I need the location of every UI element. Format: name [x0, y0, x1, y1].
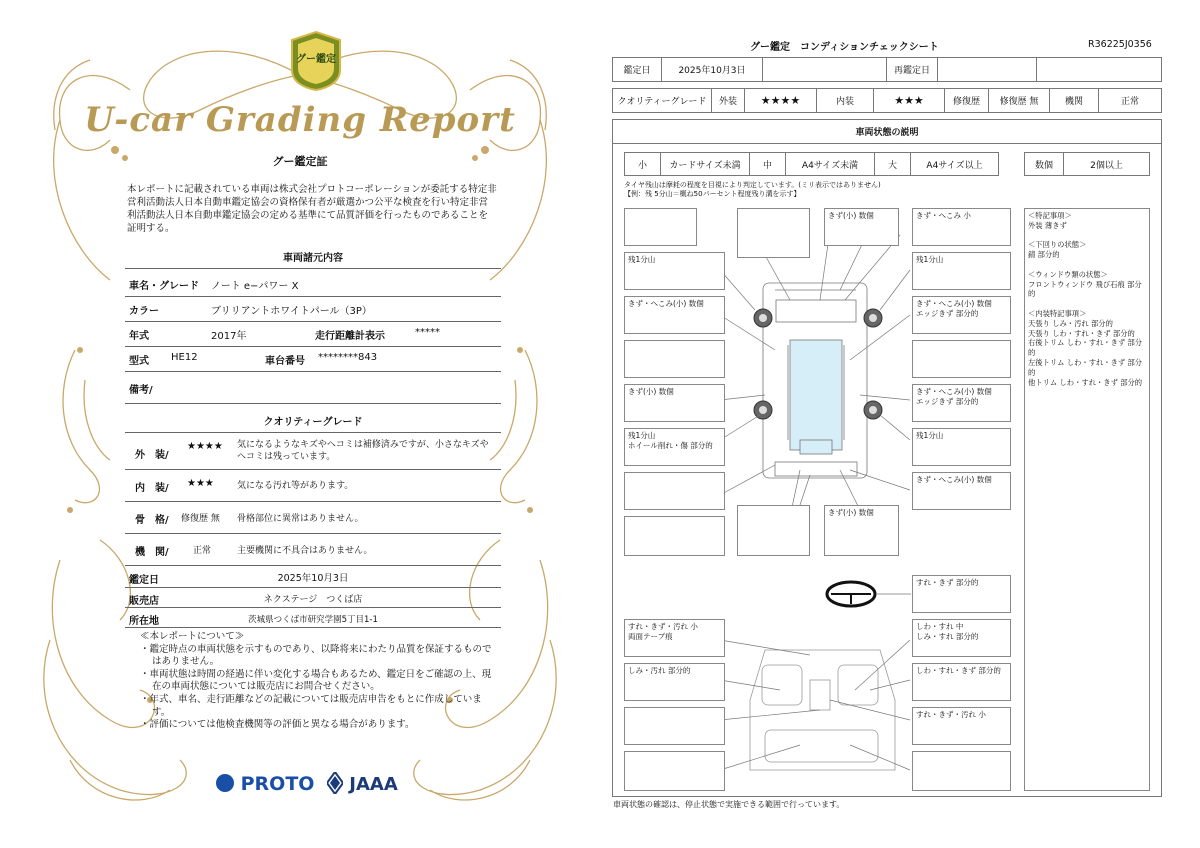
spec-heading: 車両諸元内容 [283, 253, 343, 264]
special-notes-list [1028, 211, 1146, 387]
notes-heading: ≪本レポートについて≫ [140, 631, 245, 642]
special-note-line: 右後トリム しわ・すれ・きず 部分的 [1028, 338, 1143, 358]
row-color [125, 297, 501, 322]
ext-note-front-right: きず・へこみ 小 [916, 211, 971, 220]
row-address [125, 608, 501, 628]
legend-large: 大 [874, 152, 911, 176]
ext-note-l1: 残1分山 [628, 255, 656, 264]
label-frame: 骨 格/ [135, 515, 169, 526]
value-int-stars: ★★★ [873, 88, 945, 113]
value-color: ブリリアントホワイトパール（3P） [211, 306, 372, 317]
value-engine: 正常 [1098, 88, 1162, 113]
label-repair: 修復歴 [944, 88, 989, 113]
int-box-r1 [912, 619, 1011, 657]
value-date: 2025年10月3日 [277, 573, 349, 584]
int-note-r3: すれ・きず・汚れ 小 [916, 710, 986, 719]
int-note-r1b: しみ・すれ 部分的 [916, 632, 979, 641]
label-interior: 内 装/ [135, 483, 169, 494]
ext-note-r5: 残1分山 [916, 431, 944, 440]
logo-text: グー鑑定 [296, 54, 336, 65]
value-mileage: ***** [415, 327, 440, 338]
value-repair: 修復歴 無 [988, 88, 1050, 113]
interior-note: 気になる汚れ等があります。 [237, 481, 354, 491]
label-sheet-date: 鑑定日 [612, 57, 662, 82]
int-box-l1 [624, 619, 725, 657]
engine-value: 正常 [193, 546, 212, 556]
row-remarks [125, 372, 501, 404]
row-shop [125, 588, 501, 608]
label-date: 鑑定日 [129, 575, 159, 586]
value-model: HE12 [171, 352, 198, 363]
frame-value: 修復歴 無 [181, 514, 220, 524]
int-note-l1: すれ・きず・汚れ 小 [628, 622, 698, 631]
label-quality: クオリティーグレード [612, 88, 712, 113]
label-address: 所在地 [129, 616, 159, 627]
legend-large-desc: A4サイズ以上 [910, 152, 999, 176]
special-note-line: ＜下回りの状態＞ [1028, 240, 1087, 250]
tire-note-1: タイヤ残山は摩耗の程度を目視により判定しています。(ミリ表示ではありません) [624, 181, 881, 189]
label-model: 型式 [129, 356, 149, 367]
row-year [125, 322, 501, 347]
special-note-line: 左後トリム しわ・すれ・きず 部分的 [1028, 357, 1143, 377]
ext-note-l4: きず(小) 数個 [628, 387, 674, 396]
legend-small-desc: カードサイズ未満 [660, 152, 750, 176]
certificate-subtitle: グー鑑定証 [272, 155, 328, 168]
int-box-l2 [624, 663, 725, 701]
label-year: 年式 [129, 331, 149, 342]
special-note-line: 天張り しわ・すれ・きず 部分的 [1028, 328, 1135, 338]
row-exterior [125, 434, 501, 470]
note-item: ・評価については他検査機関等の評価と異なる場合があります。 [140, 719, 415, 731]
int-note-l2: しみ・汚れ 部分的 [628, 666, 691, 675]
special-note-line [1028, 299, 1146, 309]
exterior-note: 気になるようなキズやヘコミは補修済みですが、小さなキズやヘコミは残っています。 [237, 440, 489, 462]
special-note-line: ＜特記事項＞ [1028, 211, 1072, 220]
legend-mid-desc: A4サイズ未満 [785, 152, 875, 176]
special-note-line: ＜内装特記事項＞ [1028, 308, 1087, 318]
ext-note-r2: きず・へこみ(小) 数個 [916, 299, 992, 308]
row-date [125, 566, 501, 588]
note-item: ・車両状態は時間の経過に伴い変化する場合もあるため、鑑定日をご確認の上、現在の車両状態については販売店にお問合せください。 [140, 668, 492, 693]
label-exterior: 外 装/ [135, 450, 169, 461]
value-car-name: ノート e−パワー X [211, 281, 299, 292]
value-sheet-date: 2025年10月3日 [661, 57, 763, 82]
int-note-l1b: 両面テープ痕 [628, 632, 673, 641]
int-box-r3 [912, 707, 1011, 745]
special-note-line: 天張り しみ・汚れ 部分的 [1028, 318, 1113, 328]
proto-logo-text: PROTO [240, 773, 315, 795]
interior-stars: ★★★ [187, 478, 214, 489]
ext-note-front-center: きず(小) 数個 [828, 211, 874, 220]
ext-note-r1: 残1分山 [916, 255, 944, 264]
goo-kantei-logo [288, 30, 344, 92]
int-box-steer [912, 575, 1011, 613]
int-note-r1: しわ・すれ 中 [916, 622, 964, 631]
jaaa-logo-text: JAAA [349, 774, 398, 795]
value-chassis: ********843 [318, 352, 378, 363]
tire-note-2: 【例：残 5分山＝概ね50パーセント程度残り溝を示す】 [624, 190, 801, 198]
special-note-line: 錆 部分的 [1028, 250, 1060, 260]
special-note-line: 外装 薄きず [1028, 220, 1067, 230]
special-notes-panel [1024, 208, 1150, 791]
note-item: ・鑑定時点の車両状態を示すものであり、以降将来にわたり品質を保証するものではありません。 [140, 643, 492, 668]
jaaa-diamond-icon [327, 772, 343, 794]
special-note-line [1028, 231, 1146, 241]
int-box-l3 [624, 707, 725, 745]
ext-note-l2: きず・へこみ(小) 数個 [628, 299, 704, 308]
label-chassis: 車台番号 [265, 356, 305, 367]
special-note-line: フロントウィンドウ 飛び石痕 部分的 [1028, 279, 1142, 299]
int-box-l4 [624, 751, 725, 791]
value-shop: ネクステージ つくば店 [263, 595, 363, 605]
special-note-line: 他トリム しわ・すれ・きず 部分的 [1028, 377, 1143, 387]
notes-list [140, 644, 500, 732]
report-heading: U-car Grading Report [84, 100, 516, 140]
label-remarks: 備考/ [129, 385, 153, 396]
ext-note-r4: きず・へこみ(小) 数個 [916, 387, 992, 396]
special-note-line: ＜ウィンドウ類の状態＞ [1028, 269, 1108, 279]
label-engine: 機 関/ [135, 547, 169, 558]
ext-note-l5b: ホイール削れ・傷 部分的 [628, 441, 713, 450]
label-color: カラー [129, 306, 159, 317]
ext-note-r6: きず・へこみ(小) 数個 [916, 475, 992, 484]
value-ext-stars: ★★★★ [744, 88, 817, 113]
legend-count: 数個 [1024, 152, 1064, 176]
ext-note-l5: 残1分山 [628, 431, 656, 440]
engine-note: 主要機関に不具合はありません。 [237, 546, 373, 556]
state-heading: 車両状態の説明 [612, 119, 1162, 144]
ext-note-r4b: エッジきず 部分的 [916, 397, 979, 406]
sheet-id: R36225J0356 [1088, 39, 1152, 50]
int-note-steer: すれ・きず 部分的 [916, 578, 979, 587]
proto-logo-icon [216, 774, 234, 792]
row-frame [125, 502, 501, 534]
ext-note-rear: きず(小) 数個 [828, 508, 874, 517]
int-note-r2: しわ・すれ・きず 部分的 [916, 666, 1001, 675]
row-car-name [125, 272, 501, 297]
int-box-r4 [912, 751, 1011, 791]
legend-small: 小 [624, 152, 661, 176]
label-redate: 再鑑定日 [886, 57, 938, 82]
special-note-line [1028, 260, 1146, 270]
row-model [125, 347, 501, 372]
report-notes [140, 631, 500, 732]
legend-count-desc: 2個以上 [1063, 152, 1150, 176]
sheet-title: グー鑑定 コンディションチェックシート [750, 42, 939, 53]
row-engine [125, 534, 501, 566]
label-int: 内装 [816, 88, 874, 113]
condition-check-sheet [600, 0, 1200, 848]
legend-mid: 中 [749, 152, 786, 176]
certificate-intro: 本レポートに記載されている車両は株式会社プロトコーポレーションが委託する特定非営利活動法人日本自動車鑑定協会の資格保有者が厳選かつ公平な検査を行い特定非営利活動法人日本自動車鑑定協会の定める基準にて品質評価を行ったものであることを証明する。 [127, 184, 497, 234]
exterior-stars: ★★★★ [187, 441, 223, 452]
label-shop: 販売店 [129, 596, 159, 607]
ext-note-r2b: エッジきず 部分的 [916, 309, 979, 318]
value-year: 2017年 [211, 331, 247, 342]
frame-note: 骨格部位に異常はありません。 [237, 514, 364, 524]
int-box-r2 [912, 663, 1011, 701]
label-car-name: 車名・グレード [129, 281, 199, 292]
grade-heading: クオリティーグレード [263, 417, 363, 428]
note-item: ・年式、車名、走行距離などの記載については販売店申告をもとに作成しています。 [140, 693, 482, 718]
sheet-footer: 車両状態の確認は、停止状態で実施できる範囲で行っています。 [613, 800, 845, 809]
value-address: 茨城県つくば市研究学園5丁目1-1 [248, 615, 378, 625]
row-interior [125, 470, 501, 502]
jaaa-logo [327, 772, 398, 795]
label-ext: 外装 [711, 88, 745, 113]
label-engine: 機関 [1049, 88, 1099, 113]
label-mileage: 走行距離計表示 [315, 331, 385, 342]
proto-logo [216, 773, 314, 795]
